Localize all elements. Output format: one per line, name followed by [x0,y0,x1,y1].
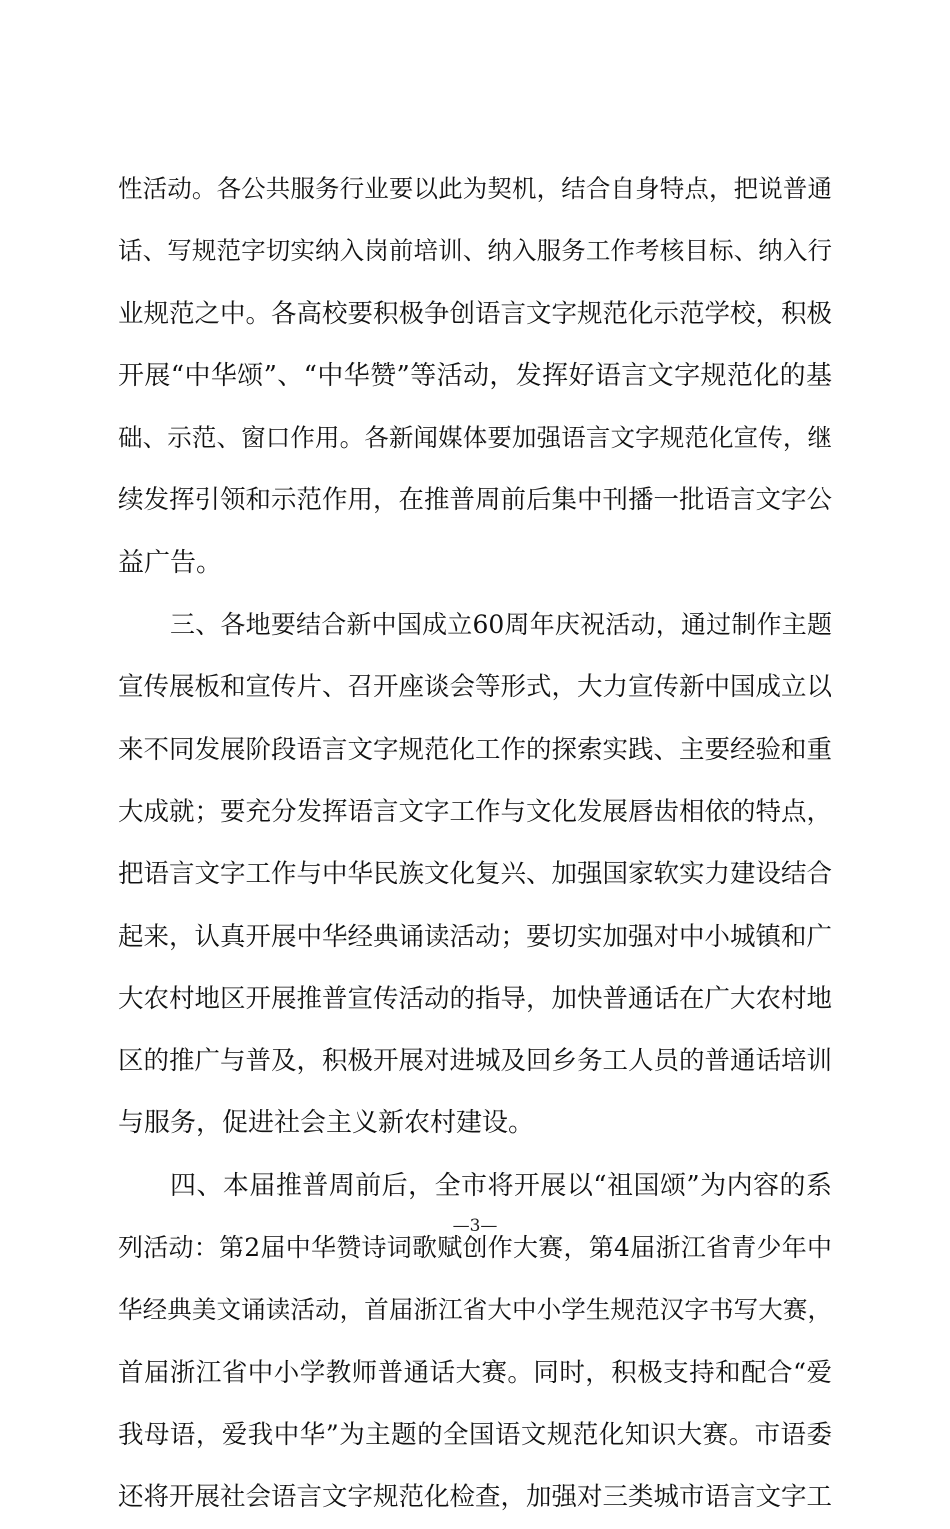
page-number: —3— [452,1216,498,1236]
text-line: 大农村地区开展推普宣传活动的指导，加快普通话在广大农村地 [118,983,833,1014]
text-line: 把语言文字工作与中华民族文化复兴、加强国家软实力建设结合 [118,859,833,890]
body-text [118,158,832,1529]
text-line: 础、示范、窗口作用。各新闻媒体要加强语言文字规范化宣传，继 [118,423,832,453]
text-line: 华经典美文诵读活动，首届浙江省大中小学生规范汉字书写大赛， [118,1295,832,1325]
text-line: 列活动：第2届中华赞诗词歌赋创作大赛，第4届浙江省青少年中 [118,1233,832,1263]
text-line: 宣传展板和宣传片、召开座谈会等形式，大力宣传新中国成立以 [118,672,833,703]
text-line: 性活动。各公共服务行业要以此为契机，结合自身特点，把说普通 [118,174,832,203]
text-line: 四、本届推普周前后，全市将开展以“祖国颂”为内容的系 [170,1170,832,1201]
text-line: 还将开展社会语言文字规范化检查，加强对三类城市语言文字工 [118,1482,833,1513]
text-line: 业规范之中。各高校要积极争创语言文字规范化示范学校，积极 [118,298,833,329]
text-line: 大成就；要充分发挥语言文字工作与文化发展唇齿相依的特点， [118,796,833,827]
text-line: 区的推广与普及，积极开展对进城及回乡务工人员的普通话培训 [118,1046,833,1077]
text-line: 开展“中华颂”、“中华赞”等活动，发挥好语言文字规范化的基 [118,360,832,391]
text-line: 续发挥引领和示范作用，在推普周前后集中刊播一批语言文字公 [118,485,833,516]
text-line: 益广告。 [118,547,223,578]
text-line: 话、写规范字切实纳入岗前培训、纳入服务工作考核目标、纳入行 [118,236,832,266]
text-line: 来不同发展阶段语言文字规范化工作的探索实践、主要经验和重 [118,734,833,765]
text-line: 与服务，促进社会主义新农村建设。 [118,1108,535,1139]
text-line: 三、各地要结合新中国成立60周年庆祝活动，通过制作主题 [170,610,832,640]
text-line: 我母语，爱我中华”为主题的全国语文规范化知识大赛。市语委 [118,1419,832,1450]
text-line: 起来，认真开展中华经典诵读活动；要切实加强对中小城镇和广 [118,921,833,952]
text-line: 首届浙江省中小学教师普通话大赛。同时，积极支持和配合“爱 [118,1357,832,1388]
